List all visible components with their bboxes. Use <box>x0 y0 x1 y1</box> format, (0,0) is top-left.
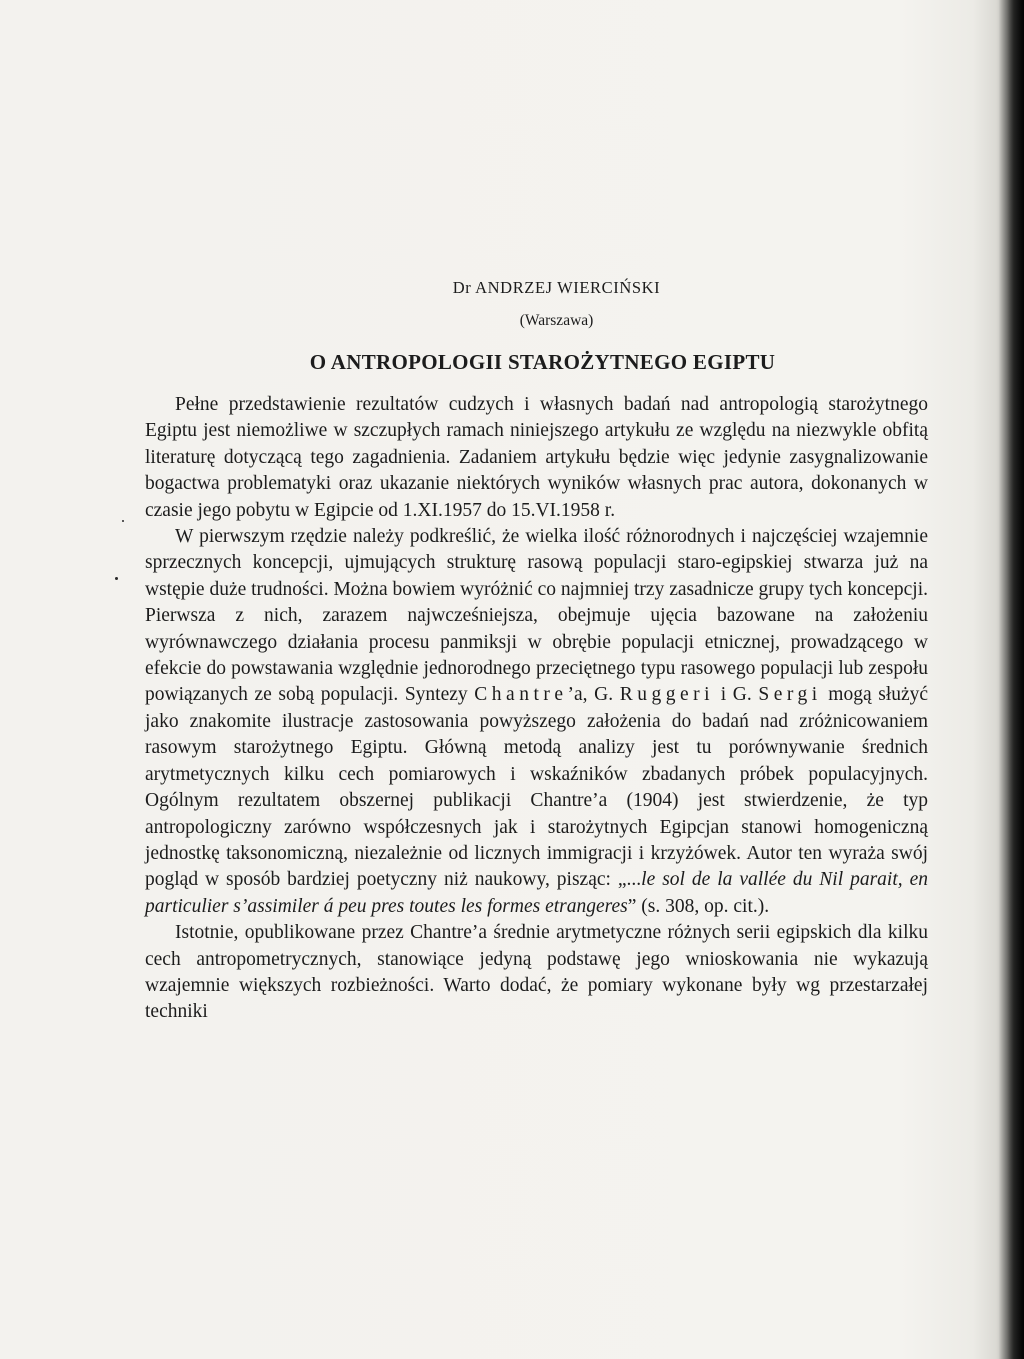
text-run: ” (s. 308, op. cit.). <box>627 895 770 917</box>
article-page <box>145 274 928 1026</box>
article-body <box>145 392 928 1026</box>
author-name-ruggeri: Ruggeri <box>619 684 715 706</box>
text-run: ’a, G. <box>567 684 614 706</box>
paragraph-concepts <box>145 524 928 920</box>
author-affiliation: (Warszawa) <box>519 312 594 329</box>
paragraph-intro: Pełne przedstawienie rezultatów cudzych i własnych badań nad antropologią starożytnego Egiptu jest niemożliwe w szczupłych ramach niniejszego artykułu ze względu na niezwykle obfitą literaturę dotyczącą tego zagadnienia. Zadaniem artykułu będzie więc jedynie zasygnalizowanie bogactwa problematyki oraz ukazanie niektórych wyników własnych prac autora, dokonanych w czasie jego pobytu w Egipcie od 1.XI.1957 do 15.VI.1958 r. <box>145 394 928 521</box>
text-run: i G. <box>720 684 752 706</box>
author-name-chantre: Chantre <box>474 684 568 706</box>
ink-speck <box>115 577 118 580</box>
text-run: W pierwszym rzędzie należy podkreślić, że wielka ilość różnorodnych i najczęściej wzajemnie sprzecznych koncepcji, ujmujących strukturę rasową populacji staro-egipskiej stwarza już na wstępie duże trudności. Można bowiem wyróżnić co najmniej trzy zasadnicze grupy tych koncepcji. Pierwsza z nich, zarazem najwcześniejsza, obejmuje ujęcia bazowane na założeniu wyrównawczego działania procesu panmiksji w obrębie populacji etnicznej, prowadzącego w efekcie do powstawania względnie jednorodnego przeciętnego typu rasowego populacji lub zespołu powiązanych ze sobą populacji. Syntezy <box>145 526 928 706</box>
french-quotation: le sol de la vallée du Nil parait, en particulier s’assimiler á peu pres toutes les formes etrangeres <box>145 869 928 917</box>
article-title: O ANTROPOLOGII STAROŻYTNEGO EGIPTU <box>309 350 776 374</box>
paragraph-chantre-results: Istotnie, opublikowane przez Chantre’a średnie arytmetyczne różnych serii egipskich dla kilku cech antropometrycznych, stanowiące jedyną podstawę jego wnioskowania nie wykazują wzajemnie większych rozbieżności. Warto dodać, że pomiary wykonane były wg przestarzałej techniki <box>145 922 928 1023</box>
author-line: Dr ANDRZEJ WIERCIŃSKI <box>452 278 661 297</box>
text-run: mogą służyć jako znakomite ilustracje zastosowania powyższego założenia do badań nad zróżnicowaniem rasowym starożytnego Egiptu. Główną metodą analizy jest tu porównywanie średnich arytmetycznych kilku cech pomiarowych i wskaźników zbadanych próbek populacyjnych. Ogólnym rezultatem obszernej publikacji Chantre’a (1904) jest stwierdzenie, że typ antropologiczny zarówno współczesnych jak i starożytnych Egipcjan stanowi homogeniczną jednostkę taksonomiczną, niezależnie od licznych immigracji i krzyżówek. Autor ten wyraża swój pogląd w sposób bardziej poetyczny niż naukowy, pisząc: „... <box>145 684 929 891</box>
ink-speck <box>122 520 124 522</box>
book-gutter-shadow <box>996 0 1024 1359</box>
author-name-sergi: Sergi <box>758 684 822 706</box>
